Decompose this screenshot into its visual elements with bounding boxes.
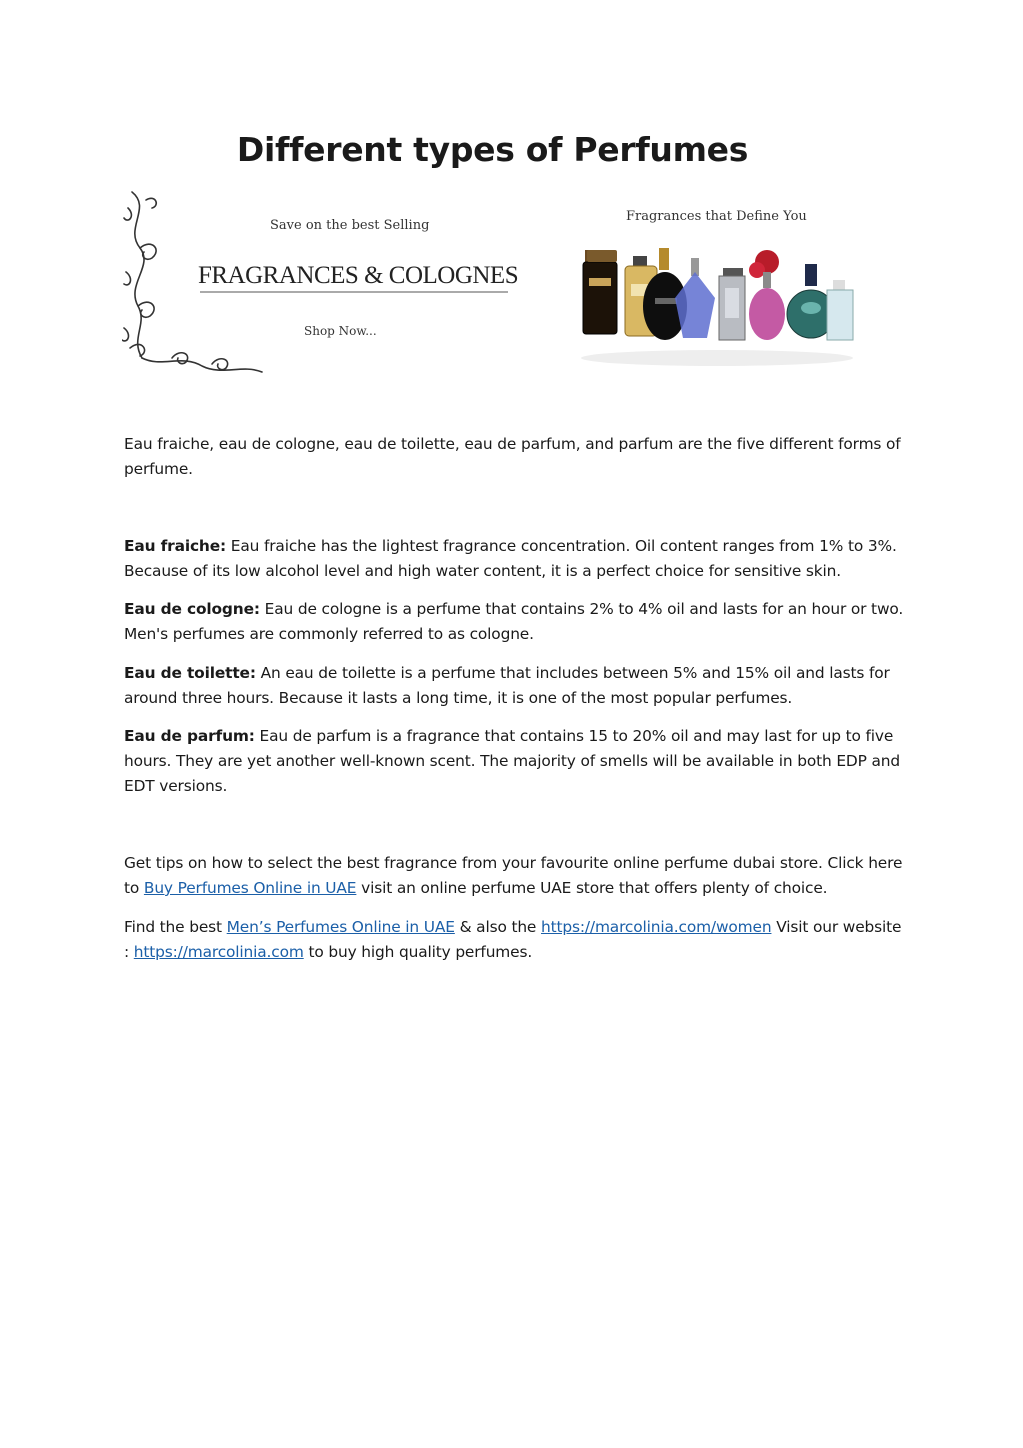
women-perfumes-link[interactable]: https://marcolinia.com/women [541,918,772,936]
type-term: Eau fraiche: [124,537,227,555]
find-text: & also the [454,918,541,936]
type-description: Eau de cologne is a perfume that contains 2% to 4% oil and lasts for an hour or two. Men's perfumes are commonly referred to as cologne. [124,600,904,643]
page-title: Different types of Perfumes [236,130,749,169]
buy-perfumes-online-link[interactable]: Buy Perfumes Online in UAE [143,879,357,897]
shop-now-link[interactable]: Shop Now... [304,324,377,338]
find-text: to buy high quality perfumes. [303,943,533,961]
type-paragraph-eau-fraiche [124,534,904,584]
tips-paragraph [124,851,904,901]
find-text: Visit our website : [124,918,902,961]
perfume-bottle-icon [719,268,745,340]
type-description: Eau de parfum is a fragrance that contains 15 to 20% oil and may last for up to five hours. They are yet another well-known scent. The majority of smells will be available in both EDP and EDT versions. [124,727,900,795]
type-description: An eau de toilette is a perfume that includes between 5% and 15% oil and lasts for around three hours. Because it lasts a long time, it is one of the most popular perfumes. [124,664,890,707]
type-paragraph-eau-de-toilette [124,661,904,711]
banner-right-heading: Fragrances that Define You [626,209,807,224]
type-description: Eau fraiche has the lightest fragrance concentration. Oil content ranges from 1% to 3%. Because of its low alcohol level and high water content, it is a perfect choice for sensitive skin. [124,537,897,580]
perfume-bottle-icon [749,250,785,340]
perfume-bottle-icon [827,280,853,340]
banner-heading: FRAGRANCES & COLOGNES [198,262,519,289]
website-link[interactable]: https://marcolinia.com [133,943,304,961]
tips-text: Get tips on how to select the best fragrance from your favourite online perfume dubai store. Click here to [124,854,903,897]
type-paragraph-eau-de-cologne [124,597,904,647]
type-term: Eau de parfum: [124,727,255,745]
find-paragraph [124,915,904,965]
type-paragraph-eau-de-parfum [124,724,904,799]
tips-text: visit an online perfume UAE store that offers plenty of choice. [356,879,828,897]
banner-tagline: Save on the best Selling [270,218,430,233]
intro-paragraph: Eau fraiche, eau de cologne, eau de toilette, eau de parfum, and parfum are the five different forms of perfume. [124,435,901,478]
mens-perfumes-link[interactable]: Men’s Perfumes Online in UAE [226,918,455,936]
type-term: Eau de toilette: [124,664,256,682]
find-text: Find the best [124,918,227,936]
type-term: Eau de cologne: [124,600,260,618]
perfume-bottle-icon [675,258,715,338]
perfume-bottle-icon [583,250,617,334]
